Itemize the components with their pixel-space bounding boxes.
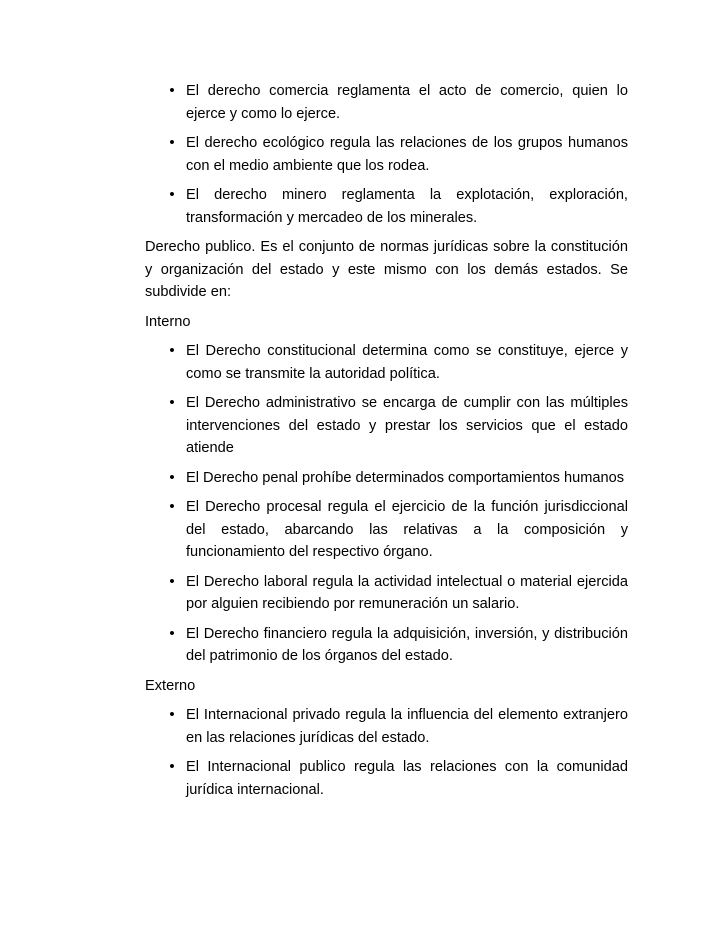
list-item xyxy=(145,132,628,177)
bullet-icon: • xyxy=(169,394,175,411)
list-item xyxy=(145,340,628,385)
bullet-icon: • xyxy=(169,134,175,151)
bullet-icon: • xyxy=(169,758,175,775)
list-item xyxy=(145,704,628,749)
bullet-icon: • xyxy=(169,342,175,359)
list-item xyxy=(145,623,628,668)
bullet-icon: • xyxy=(169,82,175,99)
bullet-list-derecho-privado xyxy=(145,80,628,229)
heading-externo: Externo xyxy=(145,677,196,694)
list-item xyxy=(145,184,628,229)
bullet-icon: • xyxy=(169,186,175,203)
list-item-text: El derecho minero reglamenta la explotación, exploración, transformación y mercadeo de los minerales. xyxy=(186,187,628,226)
bullet-icon: • xyxy=(169,706,175,723)
list-item-text: El derecho comercia reglamenta el acto de comercio, quien lo ejerce y como lo ejerce. xyxy=(186,83,628,122)
list-item xyxy=(145,80,628,125)
bullet-icon: • xyxy=(169,624,175,642)
list-item-text: El Derecho constitucional determina como se constituye, ejerce y como se transmite la autoridad política. xyxy=(186,343,628,382)
bullet-list-externo xyxy=(145,704,628,801)
list-item xyxy=(145,467,628,490)
list-item xyxy=(145,496,628,564)
bullet-icon: • xyxy=(169,498,175,515)
list-item-text: El Internacional privado regula la influencia del elemento extranjero en las relaciones jurídicas del estado. xyxy=(186,707,628,746)
list-item-text: El derecho ecológico regula las relaciones de los grupos humanos con el medio ambiente que los rodea. xyxy=(186,135,628,174)
list-item xyxy=(145,756,628,801)
paragraph-derecho-publico: Derecho publico. Es el conjunto de normas jurídicas sobre la constitución y organización del estado y este mismo con los demás estados. Se subdivide en: xyxy=(145,239,628,300)
document-page xyxy=(145,80,628,808)
list-item xyxy=(145,571,628,616)
list-item-text: El Derecho financiero regula la adquisición, inversión, y distribución del patrimonio de los órganos del estado. xyxy=(186,625,628,664)
list-item-text: El Derecho procesal regula el ejercicio de la función jurisdiccional del estado, abarcando las relativas a la composición y funcionamiento del respectivo órgano. xyxy=(186,499,628,560)
heading-interno: Interno xyxy=(145,313,191,330)
list-item-text: El Internacional publico regula las relaciones con la comunidad jurídica internacional. xyxy=(186,759,628,798)
list-item-text: El Derecho administrativo se encarga de cumplir con las múltiples intervenciones del estado y prestar los servicios que el estado atiende xyxy=(186,395,628,456)
bullet-icon: • xyxy=(169,572,175,590)
list-item-text: El Derecho penal prohíbe determinados comportamientos humanos xyxy=(186,469,625,486)
bullet-icon: • xyxy=(169,468,175,486)
list-item-text: El Derecho laboral regula la actividad intelectual o material ejercida por alguien recibiendo por remuneración un salario. xyxy=(186,573,628,612)
list-item xyxy=(145,392,628,460)
bullet-list-interno xyxy=(145,340,628,668)
